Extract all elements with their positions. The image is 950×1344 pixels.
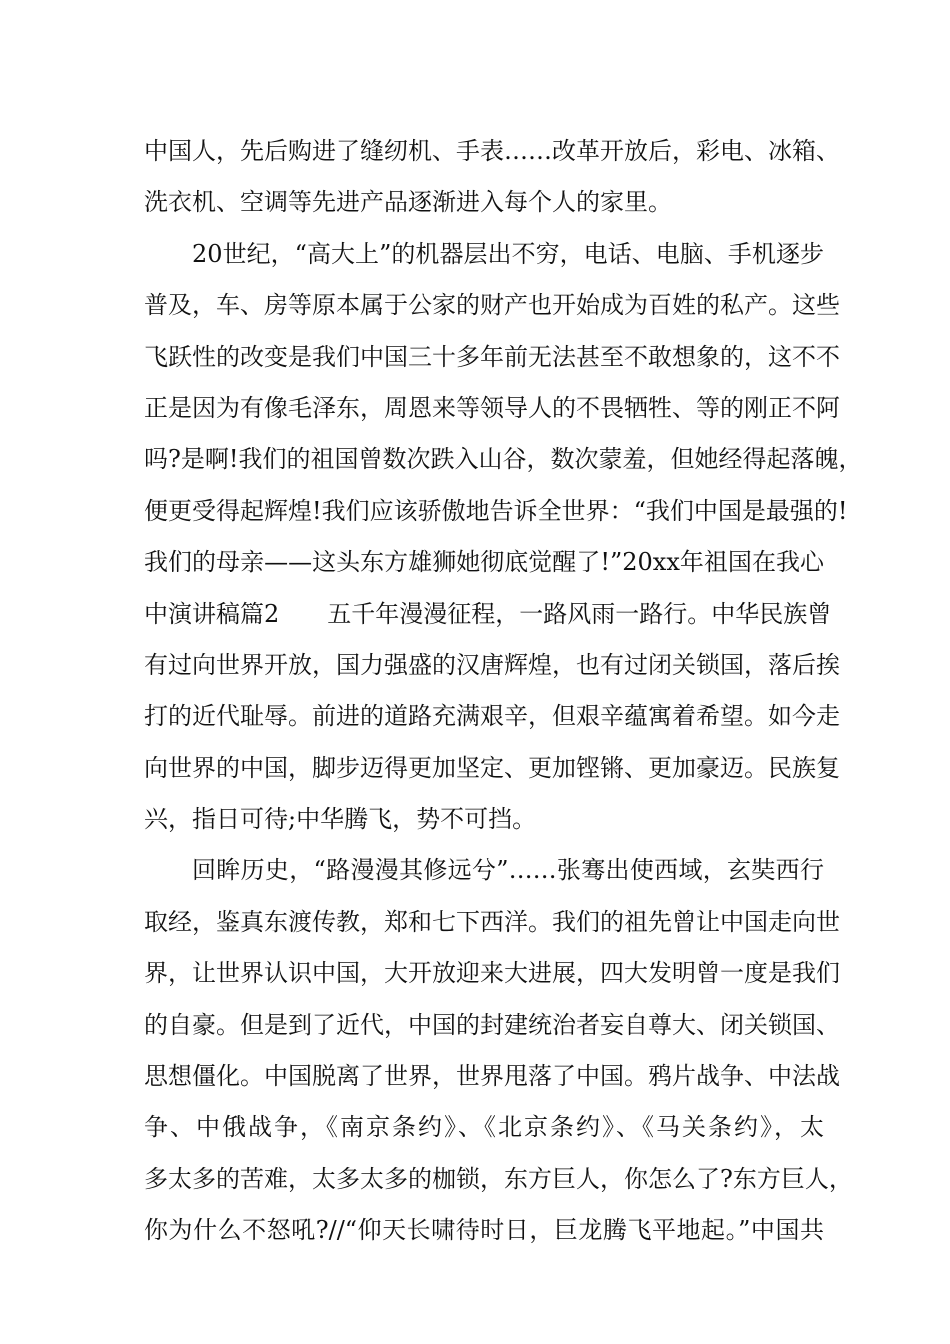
text-line: 打的近代耻辱。前进的道路充满艰辛，但艰辛蕴寓着希望。如今走: [144, 702, 840, 731]
text-line: 你为什么不怒吼?//“仰天长啸待时日，巨龙腾飞平地起。”中国共: [144, 1216, 824, 1245]
text-line: 界，让世界认识中国，大开放迎来大进展，四大发明曾一度是我们: [144, 959, 840, 988]
text-line: 20世纪，“高大上”的机器层出不穷，电话、电脑、手机逐步: [192, 239, 824, 268]
text-line: 飞跃性的改变是我们中国三十多年前无法甚至不敢想象的，这不不: [144, 342, 840, 371]
text-line: 取经，鉴真东渡传教，郑和七下西洋。我们的祖先曾让中国走向世: [144, 907, 840, 936]
text-line: 普及，车、房等原本属于公家的财产也开始成为百姓的私产。这些: [144, 291, 840, 320]
text-line: 有过向世界开放，国力强盛的汉唐辉煌，也有过闭关锁国，落后挨: [144, 650, 840, 679]
text-line: 争、中俄战争，《南京条约》、《北京条约》、《马关条约》，太: [144, 1113, 824, 1142]
text-line: 便更受得起辉煌!我们应该骄傲地告诉全世界：“我们中国是最强的!: [144, 496, 848, 525]
text-line: 向世界的中国，脚步迈得更加坚定、更加铿锵、更加豪迈。民族复: [144, 753, 840, 782]
text-line: 洗衣机、空调等先进产品逐渐进入每个人的家里。: [144, 188, 672, 217]
text-line: 吗?是啊!我们的祖国曾数次跌入山谷，数次蒙羞，但她经得起落魄，: [144, 445, 863, 474]
text-line: 中演讲稿篇2 五千年漫漫征程，一路风雨一路行。中华民族曾: [144, 599, 832, 628]
text-line: 多太多的苦难，太多太多的枷锁，东方巨人，你怎么了?东方巨人，: [144, 1164, 853, 1193]
text-line: 中国人，先后购进了缝纫机、手表……改革开放后，彩电、冰箱、: [144, 137, 840, 165]
text-line: 兴，指日可待;中华腾飞，势不可挡。: [144, 805, 537, 834]
text-line: 我们的母亲——这头东方雄狮她彻底觉醒了!”20xx年祖国在我心: [144, 548, 824, 577]
text-line: 思想僵化。中国脱离了世界，世界甩落了中国。鸦片战争、中法战: [144, 1062, 840, 1091]
text-line: 的自豪。但是到了近代，中国的封建统治者妄自尊大、闭关锁国、: [144, 1010, 840, 1039]
text-line: 回眸历史，“路漫漫其修远兮”……张骞出使西域，玄奘西行: [192, 856, 824, 885]
text-line: 正是因为有像毛泽东，周恩来等领导人的不畏牺牲、等的刚正不阿: [144, 393, 840, 422]
body-text: [144, 131, 863, 1262]
